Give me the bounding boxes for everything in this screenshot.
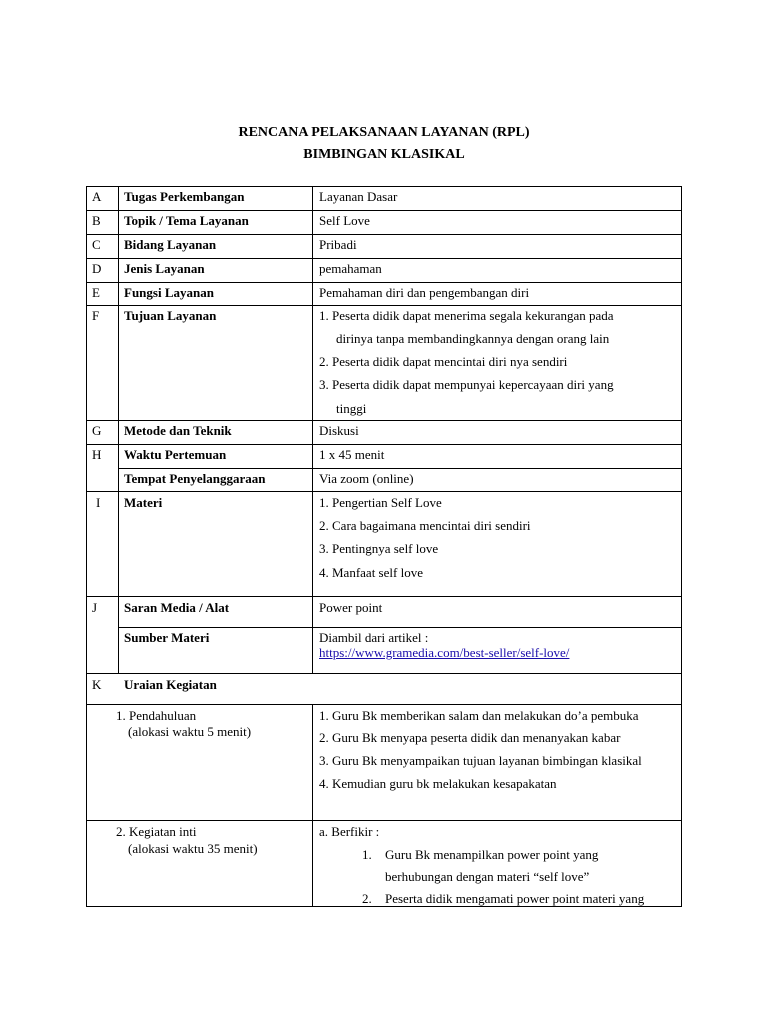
row-h2-value: Via zoom (online) <box>319 471 414 486</box>
row-f-letter: F <box>92 308 100 323</box>
list-item: 2. Peserta didik dapat mencintai diri nya sendiri <box>319 354 568 369</box>
row-h2-label: Tempat Penyelanggaraan <box>124 471 266 486</box>
row-i-label: Materi <box>124 495 163 510</box>
row-d-label: Jenis Layanan <box>124 261 205 276</box>
row-d-value: pemahaman <box>319 261 382 276</box>
document-subtitle: BIMBINGAN KLASIKAL <box>303 147 465 162</box>
list-item: tinggi <box>336 401 367 416</box>
row-g-value: Diskusi <box>319 423 359 438</box>
row-k-label: Uraian Kegiatan <box>124 677 217 692</box>
row-j-letter: J <box>92 600 98 615</box>
list-number: 2. <box>362 891 372 906</box>
row-c-letter: C <box>92 237 101 252</box>
row-a-letter: A <box>92 189 102 204</box>
row-f-label: Tujuan Layanan <box>124 308 217 323</box>
list-item: Peserta didik mengamati power point materi yang <box>385 891 645 906</box>
list-item: berhubungan dengan materi “self love” <box>385 869 590 884</box>
row-k-letter: K <box>92 677 102 692</box>
list-item: 3. Pentingnya self love <box>319 541 439 556</box>
list-number: 1. <box>362 847 372 862</box>
list-item: 2. Cara bagaimana mencintai diri sendiri <box>319 518 531 533</box>
list-item: Guru Bk menampilkan power point yang <box>385 847 599 862</box>
kegiatan-inti-label: 2. Kegiatan inti <box>116 824 197 839</box>
row-b-label: Topik / Tema Layanan <box>124 213 249 228</box>
document-title: RENCANA PELAKSANAAN LAYANAN (RPL) <box>238 125 530 140</box>
row-d-letter: D <box>92 261 102 276</box>
row-a-label: Tugas Perkembangan <box>124 189 245 204</box>
source-link[interactable]: https://www.gramedia.com/best-seller/self-love/ <box>319 645 570 660</box>
list-item: dirinya tanpa membandingkannya dengan orang lain <box>336 331 610 346</box>
row-h-label: Waktu Pertemuan <box>124 447 227 462</box>
kegiatan-inti-heading: a. Berfikir : <box>319 824 380 839</box>
pendahuluan-label: 1. Pendahuluan <box>116 708 197 723</box>
list-item: 1. Pengertian Self Love <box>319 495 442 510</box>
row-c-value: Pribadi <box>319 237 357 252</box>
list-item: 4. Manfaat self love <box>319 565 423 580</box>
row-a-value: Layanan Dasar <box>319 189 398 204</box>
row-j2-label: Sumber Materi <box>124 630 210 645</box>
row-j-value: Power point <box>319 600 383 615</box>
row-g-letter: G <box>92 423 102 438</box>
row-b-letter: B <box>92 213 101 228</box>
row-c-label: Bidang Layanan <box>124 237 217 252</box>
row-j-label: Saran Media / Alat <box>124 600 230 615</box>
row-h-value: 1 x 45 menit <box>319 447 385 462</box>
list-item: 3. Guru Bk menyampaikan tujuan layanan bimbingan klasikal <box>319 753 642 768</box>
row-e-label: Fungsi Layanan <box>124 285 214 300</box>
row-h-letter: H <box>92 447 102 462</box>
pendahuluan-time: (alokasi waktu 5 menit) <box>128 724 252 739</box>
list-item: 2. Guru Bk menyapa peserta didik dan menanyakan kabar <box>319 730 621 745</box>
kegiatan-inti-time: (alokasi waktu 35 menit) <box>128 841 258 856</box>
row-i-letter: I <box>96 495 101 510</box>
list-item: 3. Peserta didik dapat mempunyai kepercayaan diri yang <box>319 377 614 392</box>
row-g-label: Metode dan Teknik <box>124 423 232 438</box>
list-item: 1. Guru Bk memberikan salam dan melakukan do’a pembuka <box>319 708 639 723</box>
row-b-value: Self Love <box>319 213 370 228</box>
list-item: 1. Peserta didik dapat menerima segala kekurangan pada <box>319 308 614 323</box>
row-j2-value: Diambil dari artikel : <box>319 630 429 645</box>
list-item: 4. Kemudian guru bk melakukan kesapakatan <box>319 776 557 791</box>
row-e-value: Pemahaman diri dan pengembangan diri <box>319 285 530 300</box>
row-e-letter: E <box>92 285 100 300</box>
